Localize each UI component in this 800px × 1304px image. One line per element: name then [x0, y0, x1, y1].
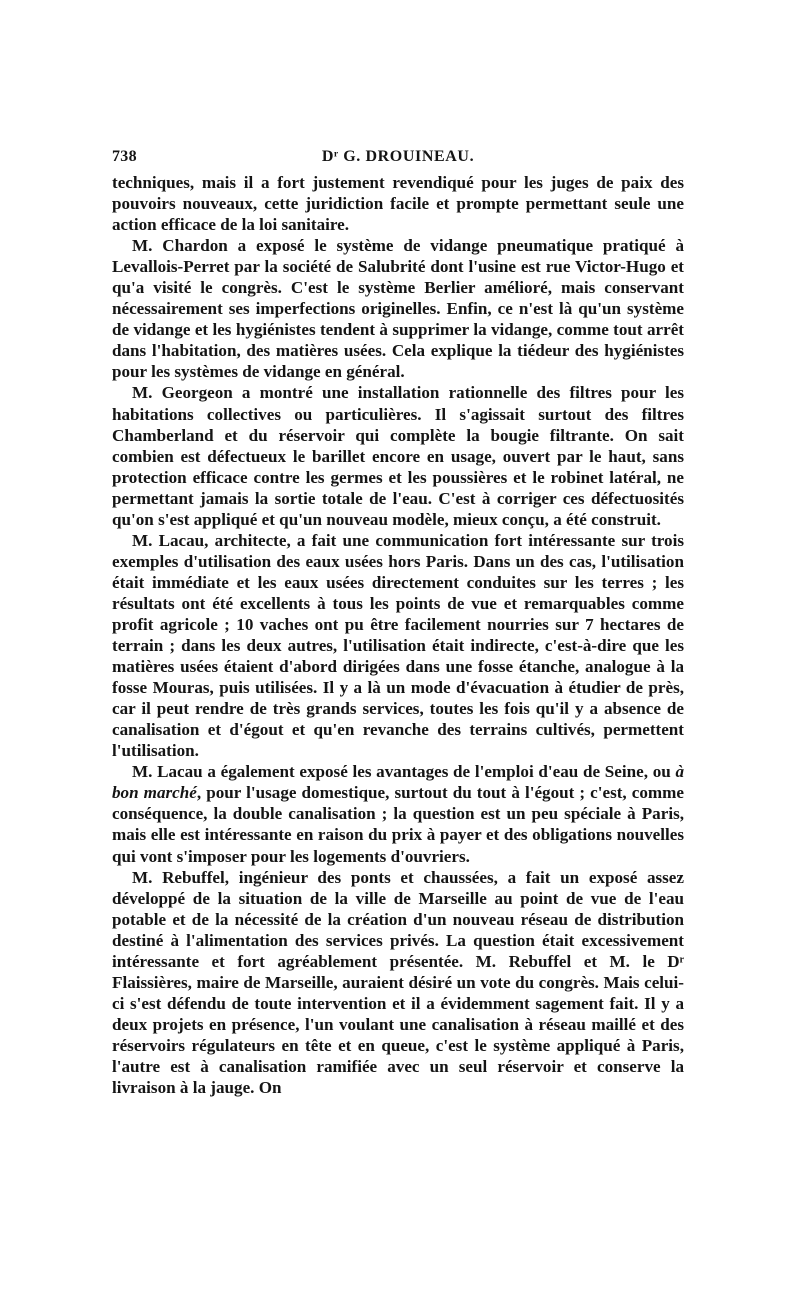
page-number: 738 — [112, 148, 137, 165]
book-page — [112, 148, 684, 1098]
paragraph-chardon: M. Chardon a exposé le système de vidange pneumatique pratiqué à Levallois-Perret par la société de Salubrité dont l'usine est rue Victor-Hugo et qu'a visité le congrès. C'est le système Berlier amélioré, mais conservant nécessairement ses imperfections originelles. Enfin, ce n'est là qu'un système de vidange et les hygiénistes tendent à supprimer la vidange, comme tout arrêt dans l'habitation, des matières usées. Cela explique la tiédeur des hygiénistes pour les systèmes de vidange en général. — [112, 236, 684, 382]
body-text — [112, 172, 684, 1098]
paragraph-georgeon: M. Georgeon a montré une installation rationnelle des filtres pour les habitations collectives ou particulières. Il s'agissait surtout des filtres Chamberland et du réservoir qui complète la bougie filtrante. On sait combien est défectueux le barillet encore en usage, ouvert par le haut, sans protection efficace contre les germes et les poussières et le robinet latéral, ne permettant jamais la sortie totale de l'eau. C'est à corriger ces défectuosités qu'on s'est appliqué et qu'un nouveau modèle, mieux conçu, a été construit. — [112, 383, 684, 529]
paragraph-continuation: techniques, mais il a fort justement revendiqué pour les juges de paix des pouvoirs nouveaux, cette juridiction facile et prompte permettant seule une action efficace de la loi sanitaire. — [112, 173, 684, 235]
italic-phrase: à bon marché — [112, 762, 684, 803]
paragraph-lacau-seine — [112, 761, 684, 866]
paragraph-text: M. Lacau a également exposé les avantages de l'emploi d'eau de Seine, ou — [132, 762, 676, 782]
paragraph-rebuffel: M. Rebuffel, ingénieur des ponts et chaussées, a fait un exposé assez développé de la situation de la ville de Marseille au point de vue de l'eau potable et de la nécessité de la création d'un nouveau réseau de distribution destiné à l'alimentation des services privés. La question était excessivement intéressante et fort agréablement présentée. M. Rebuffel et M. le Dʳ Flaissières, maire de Marseille, auraient désiré un vote du congrès. Mais celui-ci s'est défendu de toute intervention et il a évidemment sagement fait. Il y a deux projets en présence, l'un voulant une canalisation à réseau maillé et des réservoirs régulateurs en tête et en queue, c'est le système appliqué à Paris, l'autre est à canalisation ramifiée avec un seul réservoir et conserve la livraison à la jauge. On — [112, 867, 684, 1098]
paragraph-lacau: M. Lacau, architecte, a fait une communication fort intéressante sur trois exemples d'utilisation des eaux usées hors Paris. Dans un des cas, l'utilisation était immédiate et les eaux usées directement conduites sur les terres ; les résultats ont été excellents à tous les points de vue et remarquables comme profit agricole ; 10 vaches ont pu être facilement nourries sur 7 hectares de terrain ; dans les deux autres, l'utilisation était indirecte, c'est-à-dire que les matières usées étaient d'abord dirigées dans une fosse étanche, analogue à la fosse Mouras, puis utilisées. Il y a là un mode d'évacuation à étudier de près, car il peut rendre de très grands services, toutes les fois qu'il y a absence de canalisation et d'égout et qu'en revanche des terrains cultivés, permettent l'utilisation. — [112, 530, 684, 761]
running-head — [112, 148, 684, 170]
running-title: Dʳ G. DROUINEAU. — [321, 148, 475, 165]
paragraph-text: , pour l'usage domestique, surtout du tout à l'égout ; c'est, comme conséquence, la double canalisation ; la question est un peu spéciale à Paris, mais elle est intéressante en raison du prix à payer et des obligations nouvelles qui vont s'imposer pour les logements d'ouvriers. — [112, 783, 684, 866]
